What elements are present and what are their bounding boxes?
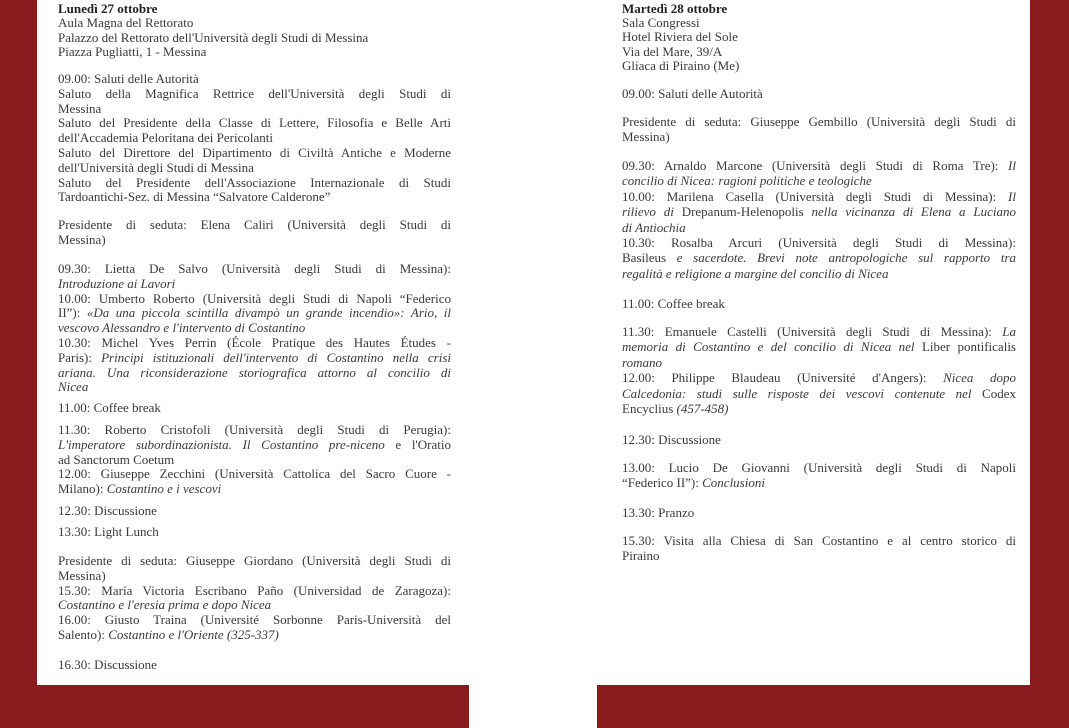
text-segment: Via del Mare, 39/A [622, 43, 723, 59]
text-line [58, 584, 451, 599]
italic-title-text: concilio di Nicea: ragioni politiche e teologiche [622, 173, 872, 189]
text-line [622, 475, 1016, 490]
program-entry [622, 86, 1016, 101]
text-line [58, 72, 451, 87]
text-line [58, 504, 451, 519]
italic-title-text: e sacerdote. Brevi note antropologiche sul rapporto tra [666, 250, 1016, 266]
program-entry [622, 114, 1016, 145]
italic-title-text: Introduzione ai Lavori [58, 275, 176, 291]
text-line [58, 438, 451, 453]
program-entry [622, 505, 1016, 520]
program-entry [58, 401, 451, 416]
text-line [58, 176, 451, 191]
text-segment: 11.00: Coffee break [622, 296, 725, 311]
italic-title-text: «Da una piccola scintilla divampò un grande incendio»: Ario, il [86, 305, 451, 321]
italic-title-text: Principi istituzionali dell'intervento di Costantino nella crisi [101, 349, 451, 365]
text-line [622, 432, 1016, 447]
text-line [622, 173, 1016, 188]
text-line [58, 45, 451, 59]
program-entry [58, 658, 451, 673]
text-segment: Presidente di seduta: Elena Caliri (Università degli Studi di [58, 217, 451, 232]
program-entry [58, 72, 451, 205]
italic-title-text: regalità e religione a margine del concilio di Nicea [622, 265, 889, 281]
text-segment: dell'Accademia Peloritana dei Pericolanti [58, 130, 273, 146]
text-line [58, 321, 451, 336]
text-segment: 12.30: Discussione [58, 503, 157, 518]
program-entry [622, 324, 1016, 416]
program-entry [58, 554, 451, 643]
text-segment: 10.30: Rosalba Arcuri (Università degli Studi di Messina): [622, 235, 1016, 251]
text-line [622, 370, 1016, 385]
text-line [58, 613, 451, 628]
text-line [58, 87, 451, 102]
text-line [622, 548, 1016, 563]
program-entry [58, 262, 451, 395]
text-line [58, 306, 451, 321]
text-line [58, 401, 451, 416]
text-line [58, 218, 451, 233]
italic-title-text: romano [622, 354, 662, 370]
venue-block [622, 2, 1016, 73]
italic-title-text: Costantino e i vescovi [106, 481, 222, 497]
text-line [58, 628, 451, 643]
text-segment: Saluto del Presidente della Classe di Lettere, Filosofia e Belle Arti [58, 115, 451, 131]
text-segment: Presidente di seduta: Giuseppe Gembillo (Università degli Studi di [622, 114, 1016, 129]
text-segment: Encyclius [622, 401, 677, 417]
italic-title-text: memoria di Costantino e del concilio di Nicea nel [622, 339, 922, 355]
program-entry [58, 423, 451, 497]
italic-title-text: di Antiochia [622, 219, 686, 235]
text-line [58, 569, 451, 584]
program-entry [58, 504, 451, 519]
text-segment: Saluto del Presidente dell'Associazione Internazionale di Studi [58, 174, 451, 190]
text-segment: 15.30: María Victoria Escribano Paño (Universidad de Zaragoza): [58, 582, 451, 598]
text-line [58, 336, 451, 351]
text-segment: Lunedì 27 ottobre [58, 1, 158, 16]
text-line [58, 467, 451, 482]
text-line [58, 554, 451, 569]
text-line [622, 296, 1016, 311]
text-segment: 09.30: Lietta De Salvo (Università degli Studi di Messina): [58, 261, 451, 276]
text-segment: Drepanum-Helenopolis [681, 204, 804, 220]
text-segment: 12.00: Philippe Blaudeau (Université d'Angers): [622, 370, 944, 386]
text-segment: “Federico II”): [622, 475, 703, 491]
text-segment: Salento): [58, 626, 109, 642]
italic-title-text: rilievo di [622, 204, 682, 220]
text-line [58, 351, 451, 366]
program-entry [622, 296, 1016, 311]
text-line [622, 129, 1016, 144]
italic-title-text: L'imperatore subordinazionista. Il Costantino pre-niceno [58, 436, 396, 452]
italic-title-text: Calcedonia: studi sulle risposte dei vescovi contenute nel [622, 385, 983, 401]
text-segment: Basileus [622, 250, 667, 266]
italic-title-text: La [1002, 324, 1016, 339]
text-line [58, 525, 451, 540]
text-line [58, 453, 451, 468]
italic-title-text: Costantino e l'Oriente (325-337) [108, 626, 279, 642]
text-segment: Gliaca di Piraino (Me) [622, 57, 740, 73]
text-segment: Presidente di seduta: Giuseppe Giordano (Università degli Studi di [58, 553, 451, 568]
text-line [58, 102, 451, 117]
text-segment: Aula Magna del Rettorato [58, 15, 194, 31]
italic-title-text: vescovo Alessandro e l'intervento di Costantino [58, 320, 306, 336]
text-line [58, 116, 451, 131]
text-line [622, 45, 1016, 59]
text-segment: 16.00: Giusto Traina (Université Sorbonne Paris-Università del [58, 612, 451, 628]
text-line [622, 505, 1016, 520]
text-line [58, 262, 451, 277]
text-line [58, 233, 451, 248]
text-segment: Palazzo del Rettorato dell'Università degli Studi di Messina [58, 29, 369, 45]
text-segment: Liber pontificalis [921, 339, 1016, 355]
text-segment: 10.00: Marilena Casella (Università degli Studi di Messina): [622, 188, 1009, 204]
text-segment: 10.00: Umberto Roberto (Università degli Studi di Napoli “Federico [58, 290, 451, 306]
text-segment: 10.30: Michel Yves Perrin (École Pratique des Hautes Études - [58, 334, 451, 350]
text-line [58, 161, 451, 176]
text-segment: 13.00: Lucio De Giovanni (Università degli Studi di Napoli [622, 460, 1016, 475]
text-line [58, 31, 451, 45]
text-segment: Saluto del Direttore del Dipartimento di Civiltà Antiche e Moderne [58, 144, 451, 160]
text-segment: Piazza Pugliatti, 1 - Messina [58, 43, 207, 59]
italic-title-text: Il [1008, 188, 1016, 204]
text-line [622, 250, 1016, 265]
text-segment: 09.00: Saluti delle Autorità [622, 86, 763, 101]
program-entry [622, 533, 1016, 564]
text-segment: 09.00: Saluti delle Autorità [58, 71, 199, 86]
text-segment: Piraino [622, 548, 660, 564]
text-line [58, 16, 451, 30]
text-line [58, 146, 451, 161]
text-segment: II”): [58, 305, 87, 321]
text-line [58, 482, 451, 497]
text-segment: 11.30: Roberto Cristofoli (Università degli Studi di Perugia): [58, 422, 451, 437]
text-segment: 11.00: Coffee break [58, 400, 161, 415]
venue-block [58, 2, 451, 59]
text-segment: Paris): [58, 349, 102, 365]
text-segment: 13.30: Light Lunch [58, 524, 159, 539]
text-segment: 12.00: Giuseppe Zecchini (Università Cattolica del Sacro Cuore - [58, 466, 451, 482]
text-segment: 11.30: Emanuele Castelli (Università degli Studi di Messina): [622, 324, 1003, 339]
text-line [622, 16, 1016, 30]
text-segment: Hotel Riviera del Sole [622, 29, 738, 45]
text-line [622, 204, 1016, 219]
italic-title-text: ariana. Una riconsiderazione storiografica attorno al concilio di [58, 364, 451, 380]
text-line [622, 386, 1016, 401]
text-segment: Messina) [622, 129, 670, 145]
text-line [622, 158, 1016, 173]
text-segment: Messina) [58, 567, 106, 583]
text-segment: 13.30: Pranzo [622, 505, 695, 520]
text-line [58, 292, 451, 307]
text-segment: Sala Congressi [622, 15, 700, 31]
program-entry [622, 158, 1016, 281]
text-segment: Milano): [58, 481, 107, 497]
text-line [622, 189, 1016, 204]
italic-title-text: Nicea [58, 379, 89, 395]
day-heading [58, 2, 451, 16]
text-segment: Martedì 28 ottobre [622, 1, 728, 16]
text-segment: 15.30: Visita alla Chiesa di San Costantino e al centro storico di [622, 533, 1016, 548]
text-line [622, 460, 1016, 475]
italic-title-text: Costantino e l'eresia prima e dopo Nicea [58, 597, 272, 613]
text-line [622, 533, 1016, 548]
text-line [622, 86, 1016, 101]
text-line [622, 30, 1016, 44]
program-entry [58, 218, 451, 248]
text-line [58, 277, 451, 292]
text-segment: dell'Università degli Studi di Messina [58, 159, 254, 175]
text-line [58, 380, 451, 395]
text-segment: e l'Oratio [395, 436, 451, 452]
program-entry [622, 460, 1016, 491]
text-segment: Codex [982, 385, 1016, 401]
text-line [58, 598, 451, 613]
text-line [58, 423, 451, 438]
text-segment: ad Sanctorum Coetum [58, 451, 175, 467]
text-segment: Tardoantichi-Sez. di Messina “Salvatore Calderone” [58, 189, 331, 205]
italic-title-text: Conclusioni [702, 475, 765, 491]
text-line [622, 324, 1016, 339]
text-segment: 12.30: Discussione [622, 432, 721, 447]
text-line [58, 190, 451, 205]
italic-title-text: Nicea dopo [943, 370, 1016, 386]
page-gutter [469, 0, 597, 728]
program-entry [58, 525, 451, 540]
text-line [622, 266, 1016, 281]
text-segment: 16.30: Discussione [58, 657, 157, 672]
italic-title-text: nella vicinanza di Elena a Luciano [803, 204, 1016, 220]
italic-title-text: (457-458) [676, 401, 729, 417]
text-line [622, 59, 1016, 73]
text-line [58, 131, 451, 146]
text-segment: Messina) [58, 231, 106, 247]
text-line [622, 220, 1016, 235]
text-line [622, 339, 1016, 354]
day-heading [622, 2, 1016, 16]
text-segment: Messina [58, 100, 102, 116]
text-line [622, 355, 1016, 370]
text-line [622, 235, 1016, 250]
text-segment: Saluto della Magnifica Rettrice dell'Università degli Studi di [58, 85, 451, 101]
text-line [58, 658, 451, 673]
italic-title-text: Il [1008, 158, 1016, 173]
text-line [622, 401, 1016, 416]
text-segment: 09.30: Arnaldo Marcone (Università degli Studi di Roma Tre): [622, 158, 1009, 173]
text-line [622, 114, 1016, 129]
text-line [58, 366, 451, 381]
program-entry [622, 432, 1016, 447]
